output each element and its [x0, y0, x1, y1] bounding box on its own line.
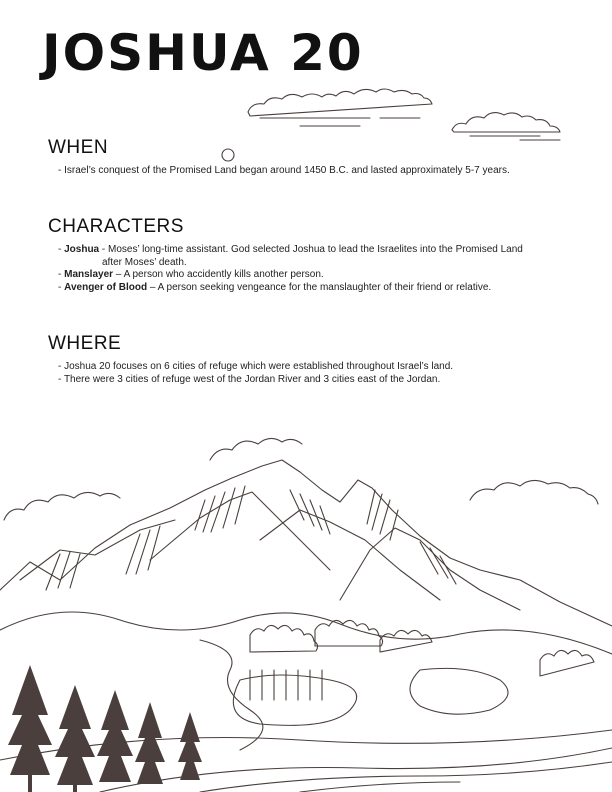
character-item-joshua: - Joshua - Moses’ long-time assistant. God selected Joshua to lead the Israelites into the Promised Land: [58, 244, 523, 255]
where-heading: WHERE: [48, 333, 122, 354]
where-item: - Joshua 20 focuses on 6 cities of refuge which were established throughout Israel’s land.: [58, 361, 454, 372]
page-title: JOSHUA 20: [42, 24, 364, 82]
character-item-joshua-continued: after Moses’ death.: [102, 256, 187, 268]
mountain-landscape-illustration: [0, 430, 612, 792]
when-heading: WHEN: [48, 137, 109, 158]
characters-heading: CHARACTERS: [48, 216, 184, 237]
when-item: - Israel’s conquest of the Promised Land began around 1450 B.C. and lasted approximately 5-7 years.: [58, 165, 510, 176]
where-item: - There were 3 cities of refuge west of the Jordan River and 3 cities east of the Jordan.: [58, 373, 441, 385]
characters-section: [48, 216, 523, 294]
character-item-avenger: - Avenger of Blood – A person seeking vengeance for the manslaughter of their friend or relative.: [58, 281, 492, 293]
where-section: [48, 333, 453, 386]
when-section: [48, 137, 510, 178]
character-item-manslayer: - Manslayer – A person who accidently kills another person.: [58, 269, 324, 280]
